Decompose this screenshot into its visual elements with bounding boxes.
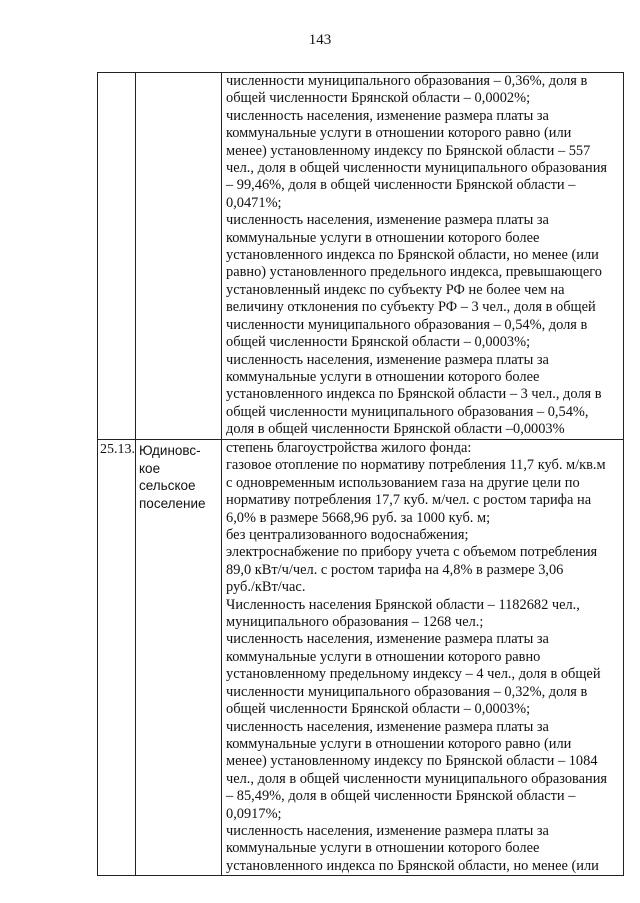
table-row (98, 440, 624, 876)
text-line: газовое отопление по нормативу потребления 11,7 куб. м/кв.м (226, 457, 606, 474)
text-line: общей численности Брянской области – 0,0002%; (226, 90, 531, 107)
municipality-name-cell (136, 440, 222, 876)
text-line: нормативу потребления 17,7 куб. м/чел. с ростом тарифа на (226, 492, 592, 509)
text-line: 0,0471%; (226, 194, 282, 211)
text-line: численности муниципального образования – 0,36%, доля в (226, 73, 588, 89)
text-line: чел., доля в общей численности муниципального образования (226, 160, 608, 177)
text-line: общей численности муниципального образования – 0,54%, (226, 403, 589, 420)
text-line: коммунальные услуги в отношении которого более (226, 840, 540, 857)
text-line: коммунальные услуги в отношении которого более (226, 229, 540, 246)
text-line: общей численности Брянской области – 0,0003%; (226, 701, 531, 718)
text-line: электроснабжение по прибору учета с объемом потребления (226, 544, 598, 561)
text-line: – 85,49%, доля в общей численности Брянской области – (226, 788, 576, 805)
text-line: численность населения, изменение размера платы за (226, 107, 549, 124)
text-line: коммунальные услуги в отношении которого равно (или (226, 735, 572, 752)
description-cell (222, 440, 624, 876)
text-line: с одновременным использованием газа на другие цели по (226, 474, 580, 491)
text-line: общей численности Брянской области – 0,0003%; (226, 334, 531, 351)
text-line: поселение (139, 495, 206, 511)
text-line: численность населения, изменение размера платы за (226, 631, 549, 648)
text-line: коммунальные услуги в отношении которого равно (или (226, 125, 572, 142)
text-line: степень благоустройства жилого фонда: (226, 440, 472, 456)
text-line: чел., доля в общей численности муниципального образования (226, 770, 608, 787)
row-number-cell: 25.13. (98, 440, 136, 876)
text-line: коммунальные услуги в отношении которого равно (226, 648, 541, 665)
text-line: руб./кВт/час. (226, 579, 306, 596)
text-line: менее) установленному индексу по Брянской области – 557 (226, 142, 591, 159)
text-line: менее) установленному индексу по Брянской области – 1084 (226, 753, 598, 770)
text-line: доля в общей численности Брянской области –0,0003% (226, 421, 565, 438)
text-line: величину отклонения по субъекту РФ – 3 чел., доля в общей (226, 299, 596, 316)
table-row (98, 73, 624, 440)
text-line: муниципального образования – 1268 чел.; (226, 614, 484, 631)
text-line: численность населения, изменение размера платы за (226, 351, 549, 368)
row-number-cell (98, 73, 136, 440)
text-line: численность населения, изменение размера платы за (226, 822, 549, 839)
text-line: коммунальные услуги в отношении которого более (226, 368, 540, 385)
text-line: – 99,46%, доля в общей численности Брянской области – (226, 177, 576, 194)
text-line: установленный индекс по субъекту РФ не более чем на (226, 281, 565, 298)
text-line: Юдиновс- (139, 443, 201, 458)
description-cell (222, 73, 624, 440)
text-line: установленного индекса по Брянской области – 3 чел., доля в (226, 386, 602, 403)
text-line: без централизованного водоснабжения; (226, 527, 469, 544)
text-line: численность населения, изменение размера платы за (226, 212, 549, 229)
page-number: 143 (308, 32, 332, 48)
text-line: равно) установленного предельного индекса, превышающего (226, 264, 602, 281)
text-line: установленного индекса по Брянской области, но менее (или (226, 857, 599, 874)
document-table (97, 72, 624, 876)
text-line: 0,0917%; (226, 805, 282, 822)
municipality-name-cell (136, 73, 222, 440)
text-line: установленному предельному индексу – 4 чел., доля в общей (226, 666, 601, 683)
text-line: 6,0% в размере 5668,96 руб. за 1000 куб. м; (226, 509, 491, 526)
text-line: сельское (139, 478, 196, 494)
text-line: численность населения, изменение размера платы за (226, 718, 549, 735)
text-line: установленного индекса по Брянской области, но менее (или (226, 247, 599, 264)
text-line: численности муниципального образования – 0,32%, доля в (226, 683, 588, 700)
text-line: 89,0 кВт/ч/чел. с ростом тарифа на 4,8% в размере 3,06 (226, 561, 564, 578)
text-line: Численность населения Брянской области – 1182682 чел., (226, 596, 580, 613)
text-line: численности муниципального образования – 0,54%, доля в (226, 316, 588, 333)
text-line: кое (139, 460, 161, 476)
